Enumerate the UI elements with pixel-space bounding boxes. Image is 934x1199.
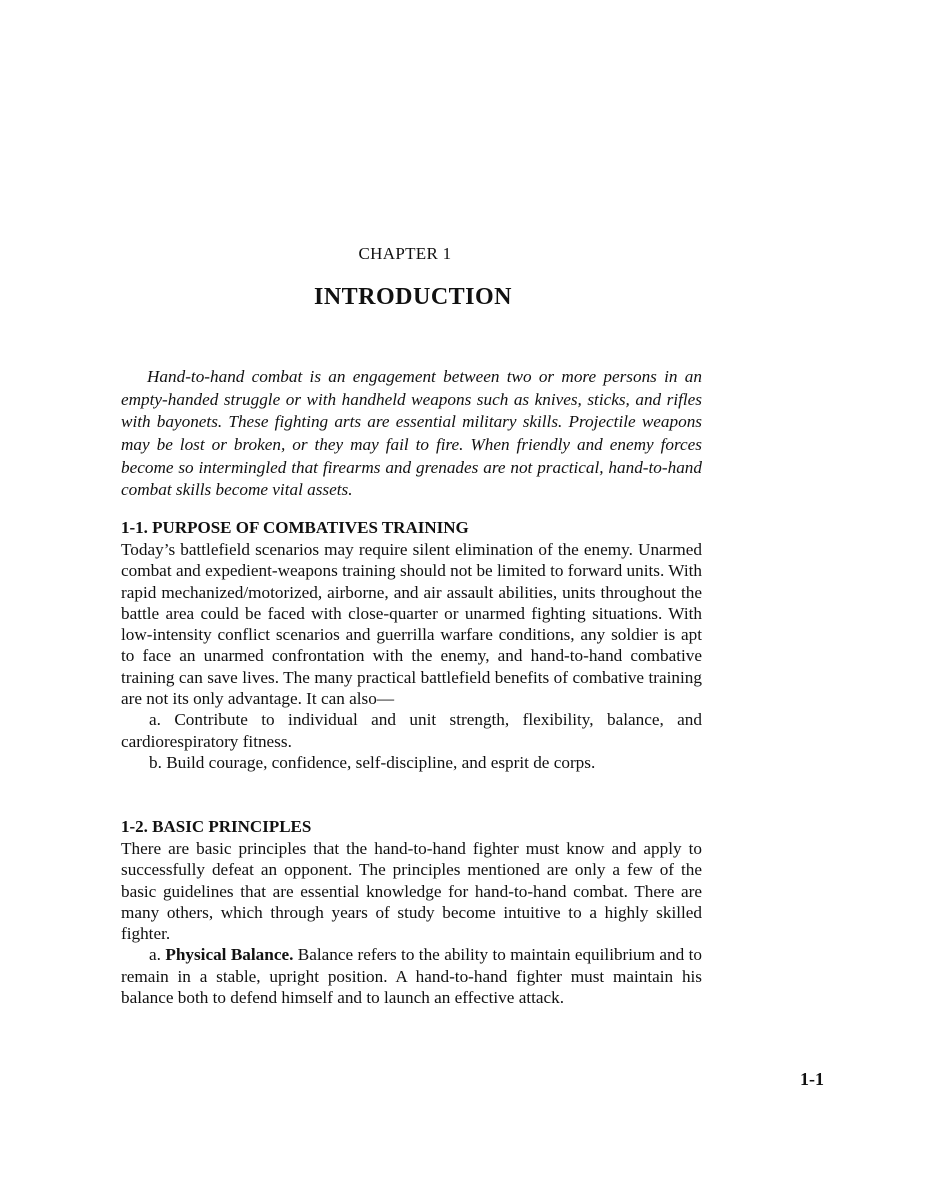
intro-paragraph: Hand-to-hand combat is an engagement between two or more persons in an empty-handed struggle or with handheld weapons such as knives, sticks, and rifles with bayonets. These fighting arts are essential military skills. Projectile weapons may be lost or broken, or they may fail to fire. When friendly and enemy forces become so intermingled that firearms and grenades are not practical, hand-to-hand combat skills become vital assets.	[121, 367, 702, 500]
list-item-prefix: a.	[149, 945, 166, 965]
section-body: Today’s battlefield scenarios may require silent elimination of the enemy. Unarmed combat and expedient-weapons training should not be limited to forward units. With rapid mechanized/motorized, airborne, and air assault abilities, units throughout the battle area could be faced with close-quarter or unarmed fighting situations. With low-intensity conflict scenarios and guerrilla warfare conditions, any soldier is apt to face an unarmed confrontation with the enemy, and hand-to-hand combative training can save lives. The many practical battlefield benefits of combative training are not its only advantage. It can also—	[121, 540, 702, 709]
list-item: b. Build courage, confidence, self-discipline, and esprit de corps.	[149, 752, 596, 772]
page-number: 1-1	[800, 1069, 824, 1089]
chapter-label: CHAPTER 1	[358, 244, 452, 263]
list-item-text: Balance refers to the ability to maintain equilibrium and to remain in a stable, upright position. A hand-to-hand fighter must maintain his balance both to defend himself and to launch an effective attack.	[121, 945, 703, 1008]
chapter-title: INTRODUCTION	[313, 284, 513, 310]
list-item: a. Contribute to individual and unit strength, flexibility, balance, and cardiorespiratory fitness.	[121, 710, 702, 751]
list-item	[121, 944, 702, 1008]
section-heading: 1-2. BASIC PRINCIPLES	[121, 817, 312, 836]
list-item-term: Physical Balance.	[165, 945, 294, 965]
section-heading: 1-1. PURPOSE OF COMBATIVES TRAINING	[121, 518, 469, 537]
section-body: There are basic principles that the hand-to-hand fighter must know and apply to successfully defeat an opponent. The principles mentioned are only a few of the basic guidelines that are essential knowledge for hand-to-hand combat. There are many others, which through years of study become intuitive to a highly skilled fighter.	[121, 839, 702, 944]
section-principles	[121, 816, 702, 1008]
section-purpose	[121, 517, 702, 773]
